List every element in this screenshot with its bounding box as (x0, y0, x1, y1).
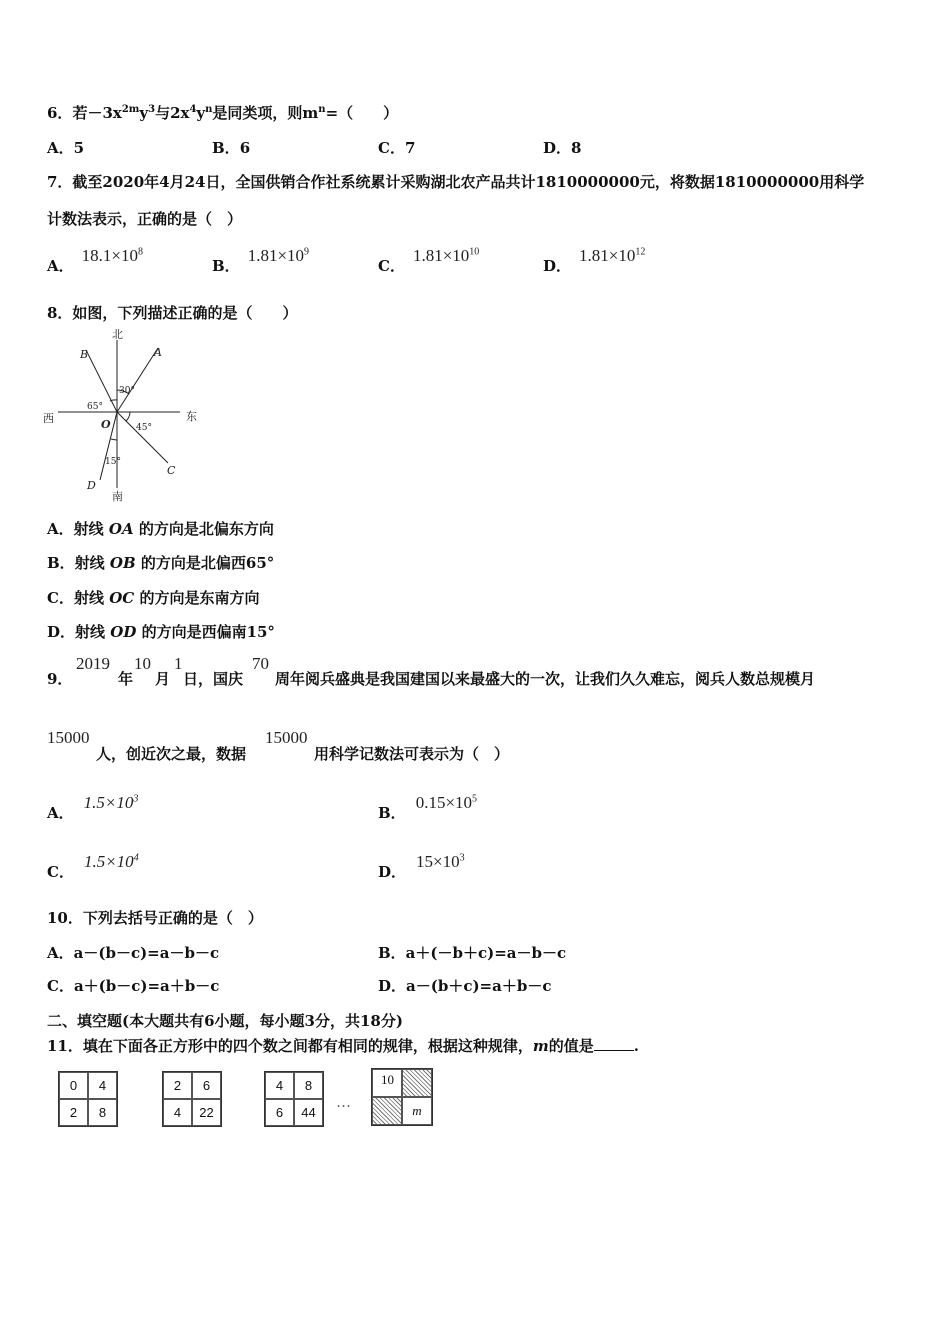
label-c: C (167, 464, 176, 477)
square-cell: 4 (88, 1072, 117, 1099)
square-cell: 22 (192, 1099, 221, 1126)
ray-oc (117, 412, 168, 463)
q9-t-rest: 周年阅兵盛典是我国建国以来最盛大的一次，让我们久久难忘，阅兵人数总规模月 (275, 670, 816, 688)
square-cell: 4 (265, 1072, 294, 1099)
q9-count: 15000 (47, 728, 90, 747)
hatched-cell (402, 1069, 432, 1097)
q9-t-people: 人，创近次之最，数据 (96, 745, 247, 763)
q8-option-b[interactable]: B．射线 OB 的方向是北偏西65° (47, 554, 275, 572)
q6-option-d[interactable]: D．8 (543, 139, 582, 157)
label-45: 45° (136, 423, 152, 433)
square-cell: 0 (59, 1072, 88, 1099)
label-b: B (80, 348, 89, 361)
number-square-2 (162, 1071, 222, 1127)
square-cell: 8 (294, 1072, 323, 1099)
square-cell: 6 (265, 1099, 294, 1126)
q9-t-month: 月 (155, 670, 171, 688)
q9-option-c[interactable]: C．$1.5\times 10^4$ (47, 852, 139, 881)
q6-option-a[interactable]: A．5 (47, 139, 85, 157)
q6-option-c[interactable]: C．7 (378, 139, 416, 157)
label-a: A (154, 346, 162, 359)
q7-stem-line2: 计数法表示，正确的是（ ） (47, 210, 243, 228)
q7-stem-line1: 7．截至2020年4月24日，全国供销合作社系统累计采购湖北农产品共计1810000000元，将数据1810000000用科学 (47, 173, 865, 191)
q9-option-b[interactable]: B．$0.15\times 10^5$ (378, 793, 478, 822)
label-15: 15° (105, 457, 121, 467)
compass-figure (40, 328, 210, 506)
q9-num: 9． (47, 670, 73, 688)
q10-option-c[interactable]: C．a＋(b－c)=a＋b－c (47, 977, 220, 995)
q10-option-d[interactable]: D．a－(b＋c)=a＋b－c (378, 977, 552, 995)
q7-option-d[interactable]: D．$1.81\times 10^{12}$ (543, 246, 646, 275)
q9-option-a[interactable]: A．$1.5\times 10^3$ (47, 793, 139, 822)
q7-option-c[interactable]: C．$1.81\times 10^{10}$ (378, 246, 480, 275)
q9-t-question: 用科学记数法可表示为（ ） (314, 745, 510, 763)
q7-option-b[interactable]: B．$1.81\times 10^9$ (212, 246, 310, 275)
q7-option-a[interactable]: A．$18.1\times 10^8$ (47, 246, 143, 275)
hatched-cell (372, 1097, 402, 1125)
square-cell: 4 (163, 1099, 192, 1126)
q9-year: 2019 (76, 654, 110, 673)
q8-option-d[interactable]: D．射线 OD 的方向是西偏南15° (47, 623, 275, 641)
square-cell: 44 (294, 1099, 323, 1126)
q6-option-b[interactable]: B．6 (212, 139, 251, 157)
q9-anniv: 70 (252, 654, 269, 673)
arc-45 (126, 412, 130, 421)
label-30: 30° (119, 386, 135, 396)
q6-stem: 6．若$-3x^{2m}y^3$与$2x^4y^n$是同类项，则$m^n=$（ ） (47, 104, 399, 122)
q10-option-a[interactable]: A．a－(b－c)=a－b－c (47, 944, 220, 962)
q9-option-d[interactable]: D．$15\times 10^3$ (378, 852, 465, 881)
q9-t-year: 年 (118, 670, 134, 688)
label-o: O (101, 418, 111, 431)
q9-count2: 15000 (265, 728, 308, 747)
q8-option-a[interactable]: A．射线 OA 的方向是北偏东方向 (47, 520, 274, 538)
label-east: 东 (186, 410, 197, 423)
q10-stem: 10．下列去括号正确的是（ ） (47, 909, 263, 927)
square-cell: 8 (88, 1099, 117, 1126)
square-cell: m (402, 1097, 432, 1125)
label-west: 西 (43, 412, 54, 425)
q10-option-b[interactable]: B．a＋(－b＋c)=a－b－c (378, 944, 567, 962)
arc-15 (111, 439, 117, 440)
section2-title: 二、填空题(本大题共有6小题，每小题3分，共18分) (47, 1012, 403, 1030)
number-square-1 (58, 1071, 118, 1127)
square-cell: 6 (192, 1072, 221, 1099)
label-65: 65° (87, 402, 103, 412)
ray-oa (117, 348, 158, 412)
q8-option-c[interactable]: C．射线 OC 的方向是东南方向 (47, 589, 260, 607)
square-cell: 2 (163, 1072, 192, 1099)
number-square-3 (264, 1071, 324, 1127)
label-south: 南 (112, 490, 123, 503)
q9-t-day: 日，国庆 (183, 670, 244, 688)
q9-month: 10 (134, 654, 151, 673)
number-square-4 (371, 1068, 433, 1126)
label-d: D (87, 479, 96, 492)
label-north: 北 (112, 328, 123, 341)
q11-answer-blank[interactable] (594, 1038, 634, 1051)
q9-day: 1 (174, 654, 183, 673)
square-cell: 2 (59, 1099, 88, 1126)
q11-stem: 11．填在下面各正方形中的四个数之间都有相同的规律，根据这种规律，m的值是 . (47, 1037, 640, 1055)
q8-stem: 8．如图，下列描述正确的是（ ） (47, 304, 298, 322)
square-cell: 10 (372, 1069, 402, 1097)
q11-ellipsis: … (336, 1093, 351, 1111)
